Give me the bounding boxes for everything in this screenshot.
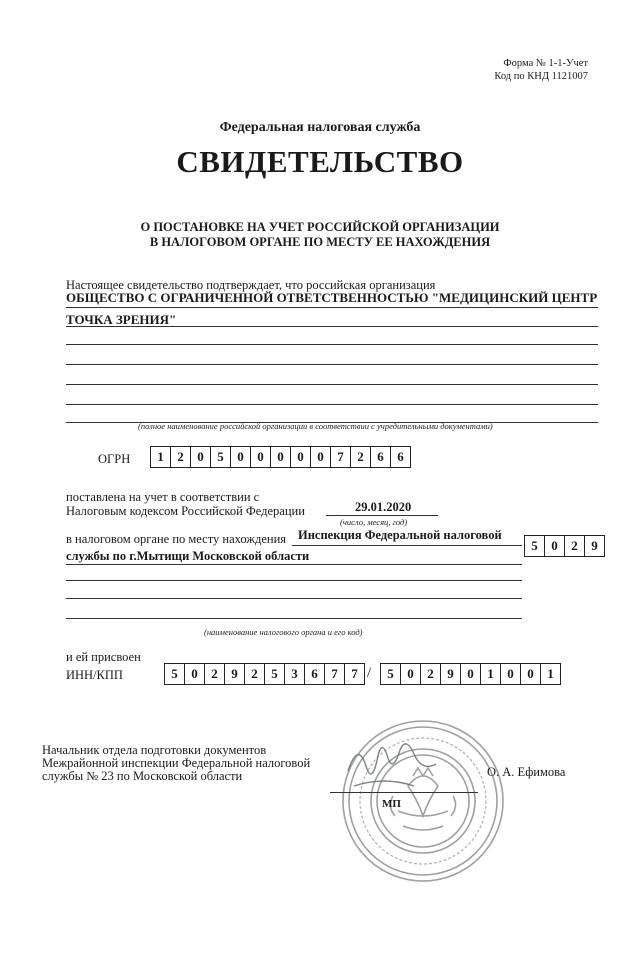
registration-line1: поставлена на учет в соответствии с — [66, 490, 260, 504]
digit-cell: 7 — [351, 666, 358, 681]
digit-cell: 6 — [397, 449, 404, 464]
digit-cell: 0 — [545, 536, 565, 556]
place-prefix: в налоговом органе по месту нахождения — [66, 532, 287, 546]
org-name-rule — [66, 307, 598, 308]
assigned-text: и ей присвоен — [66, 650, 141, 664]
signer-name: О. А. Ефимова — [487, 765, 566, 779]
digit-cell: 9 — [225, 664, 245, 684]
digit-cell: 5 — [165, 664, 185, 684]
digit-cell: 1 — [481, 664, 501, 684]
inn-kpp-separator: / — [367, 665, 372, 681]
registration-date: 29.01.2020 — [355, 500, 412, 514]
digit-cell: 2 — [245, 664, 265, 684]
digit-cell: 0 — [231, 447, 251, 467]
tax-office-rule — [292, 545, 522, 546]
authority-name: Федеральная налоговая служба — [219, 120, 421, 135]
digit-cell: 5 — [381, 664, 401, 684]
signature-rule — [330, 792, 478, 793]
date-rule — [326, 515, 438, 516]
digit-cell: 3 — [285, 664, 305, 684]
digit-cell: 0 — [191, 447, 211, 467]
digit-cell: 7 — [331, 447, 351, 467]
digit-cell: 9 — [591, 538, 598, 553]
digit-cell: 2 — [351, 447, 371, 467]
digit-cell: 2 — [421, 664, 441, 684]
official-seal — [338, 716, 508, 886]
seal-mark: МП — [382, 798, 401, 810]
document-subtitle-line2: В НАЛОГОВОМ ОРГАНЕ ПО МЕСТУ ЕЕ НАХОЖДЕНИЯ — [149, 235, 491, 249]
digit-cell: 6 — [305, 664, 325, 684]
kpp-cells — [380, 663, 561, 685]
digit-cell: 0 — [291, 447, 311, 467]
signer-position-line: службы № 23 по Московской области — [42, 769, 243, 783]
digit-cell: 0 — [251, 447, 271, 467]
organization-name-line1: ОБЩЕСТВО С ОГРАНИЧЕННОЙ ОТВЕТСТВЕННОСТЬЮ "МЕДИЦИНСКИЙ ЦЕНТР — [66, 290, 598, 305]
inn-cells — [164, 663, 365, 685]
digit-cell: 6 — [371, 447, 391, 467]
inn-kpp-label: ИНН/КПП — [66, 668, 123, 682]
digit-cell: 2 — [171, 447, 191, 467]
org-name-rule — [66, 364, 598, 365]
digit-cell: 1 — [151, 447, 171, 467]
signer-position — [42, 744, 310, 783]
form-number: Форма № 1-1-Учет — [503, 58, 588, 69]
org-name-caption: (полное наименование российской организации в соответствии с учредительными документами) — [138, 421, 493, 431]
digit-cell: 0 — [401, 664, 421, 684]
org-name-rule — [66, 326, 598, 327]
tax-office-rule — [66, 580, 522, 581]
digit-cell: 5 — [265, 664, 285, 684]
digit-cell: 7 — [325, 664, 345, 684]
digit-cell: 5 — [525, 536, 545, 556]
digit-cell: 0 — [461, 664, 481, 684]
digit-cell: 0 — [185, 664, 205, 684]
tax-office-rule — [66, 618, 522, 619]
org-name-rule — [66, 384, 598, 385]
digit-cell: 0 — [311, 447, 331, 467]
signer-position-line: Начальник отдела подготовки документов — [42, 743, 267, 757]
tax-office-rule — [66, 598, 522, 599]
document-title: СВИДЕТЕЛЬСТВО — [176, 144, 464, 179]
digit-cell: 1 — [547, 666, 554, 681]
digit-cell: 2 — [565, 536, 585, 556]
digit-cell: 0 — [271, 447, 291, 467]
tax-office-rule — [66, 564, 522, 565]
digit-cell: 9 — [441, 664, 461, 684]
digit-cell: 2 — [205, 664, 225, 684]
tax-office-line2: службы по г.Мытищи Московской области — [66, 549, 310, 563]
org-name-rule — [66, 344, 598, 345]
org-name-rule — [66, 404, 598, 405]
document-subtitle-line1: О ПОСТАНОВКЕ НА УЧЕТ РОССИЙСКОЙ ОРГАНИЗАЦИИ — [140, 220, 500, 234]
tax-office-line1: Инспекция Федеральной налоговой — [298, 528, 502, 542]
registration-line2: Налоговым кодексом Российской Федерации — [66, 504, 305, 518]
knd-code: Код по КНД 1121007 — [494, 71, 588, 82]
digit-cell: 0 — [501, 664, 521, 684]
date-caption: (число, месяц, год) — [340, 517, 408, 527]
ogrn-cells — [150, 446, 411, 468]
digit-cell: 5 — [211, 447, 231, 467]
signer-position-line: Межрайонной инспекции Федеральной налоговой — [42, 756, 311, 770]
ogrn-label: ОГРН — [98, 452, 131, 466]
tax-office-caption: (наименование налогового органа и его код) — [204, 627, 363, 637]
organization-name-line2: ТОЧКА ЗРЕНИЯ" — [66, 312, 177, 327]
intro-text: Настоящее свидетельство подтверждает, что российская организация — [66, 278, 436, 292]
digit-cell: 0 — [521, 664, 541, 684]
tax-office-code-cells — [524, 535, 605, 557]
